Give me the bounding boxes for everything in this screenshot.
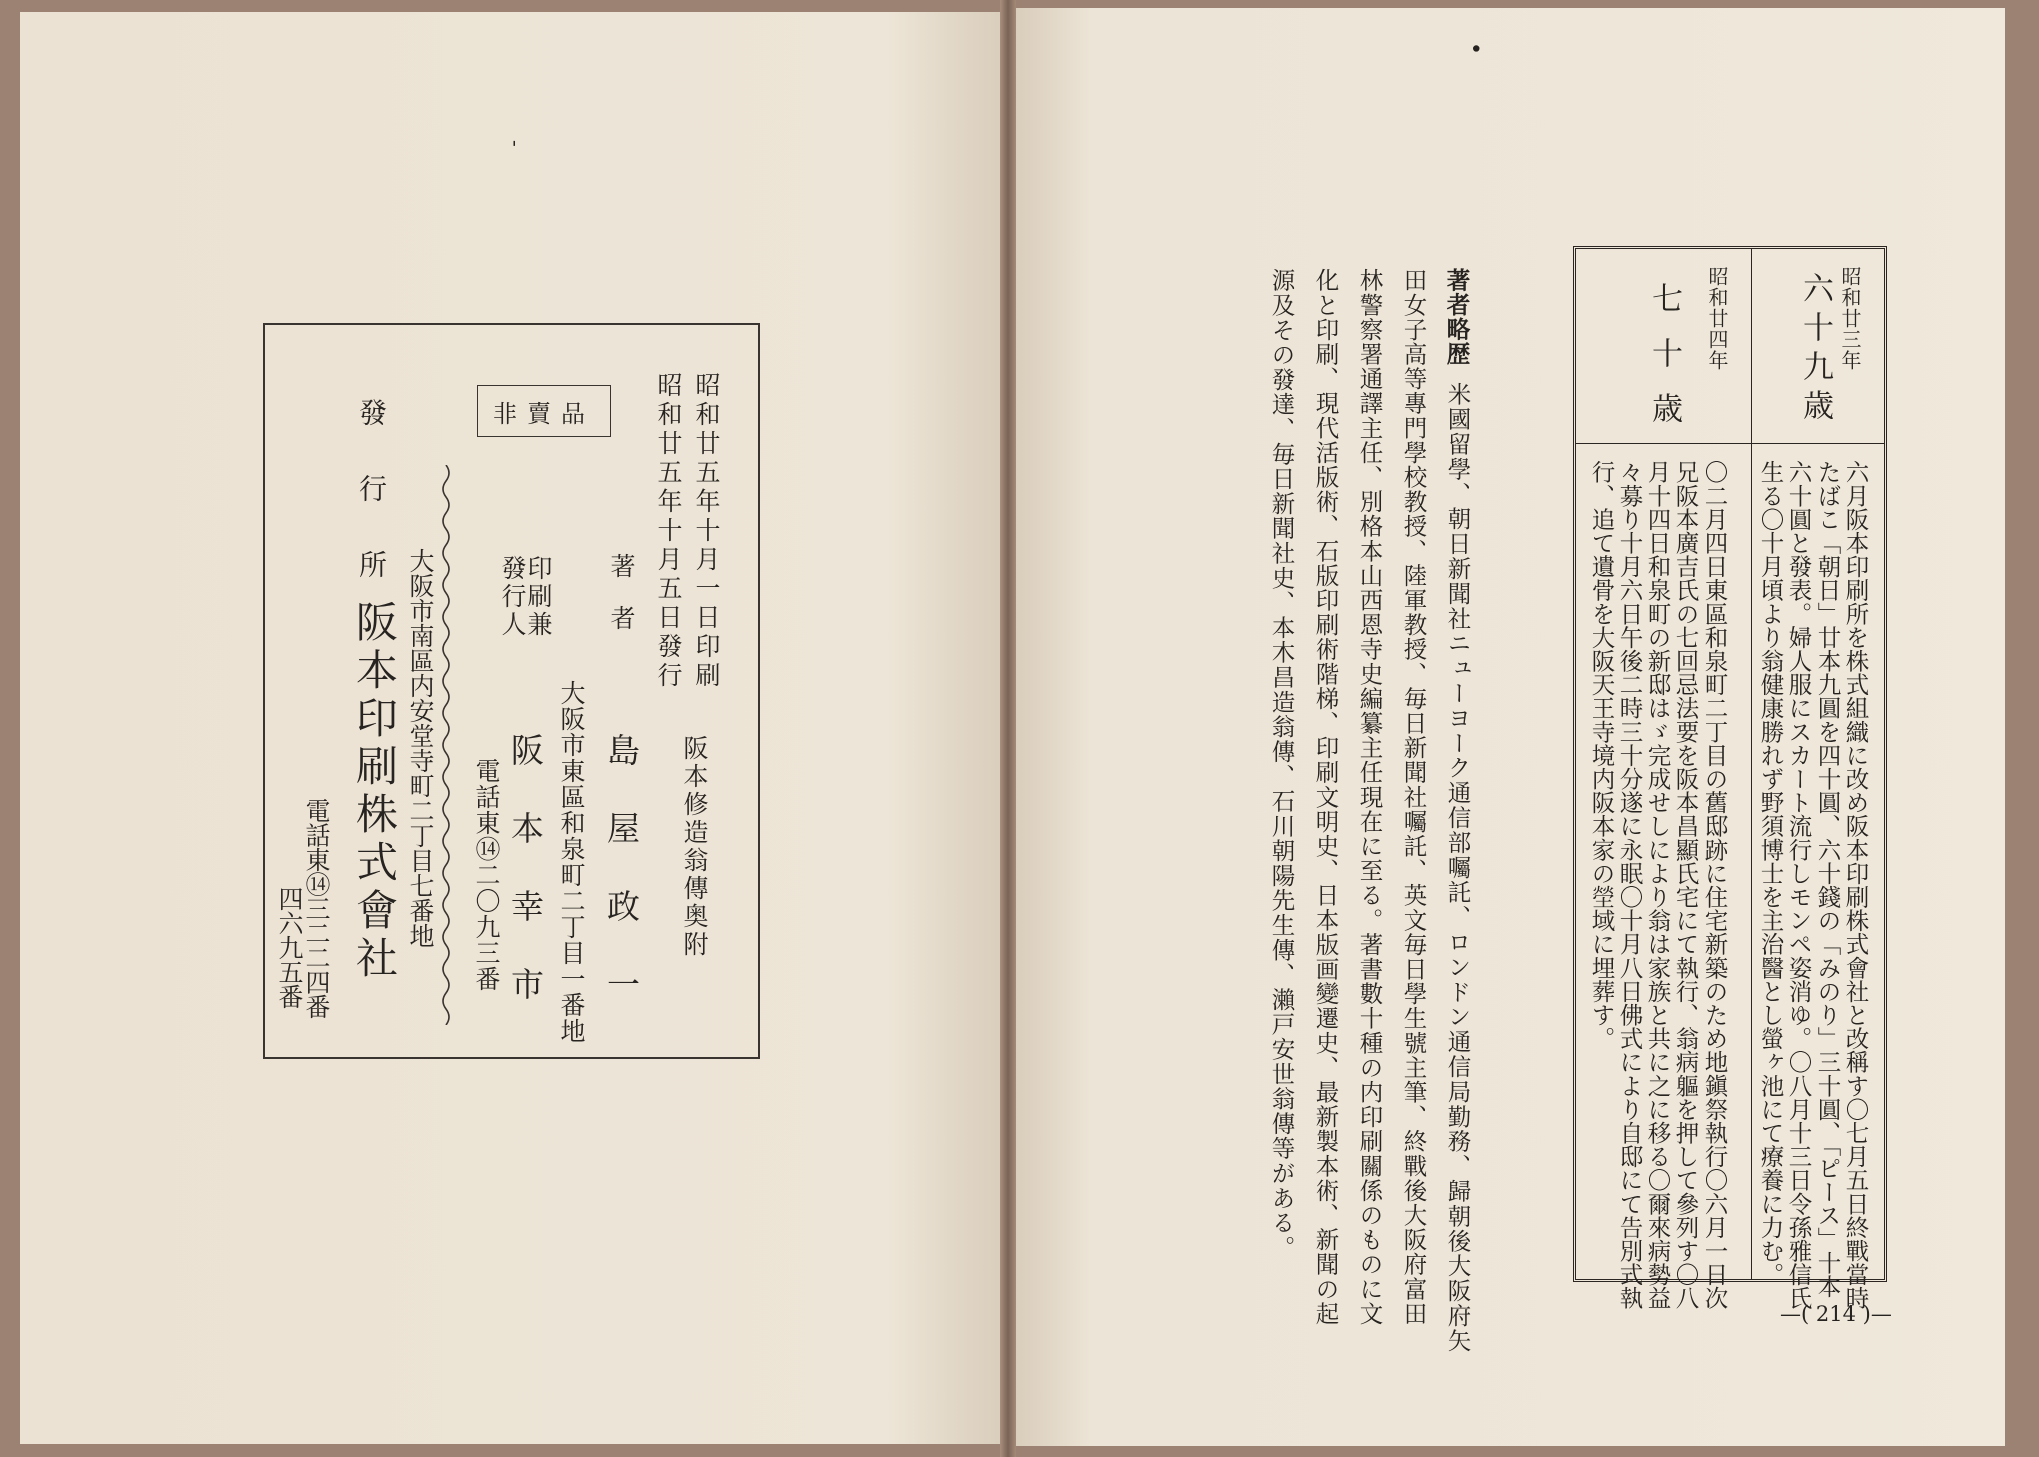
table-divider-horizontal (1576, 443, 1884, 444)
not-for-sale-stamp: 非賣品 (477, 385, 611, 437)
biography-line-1: 米國留學、朝日新聞社ニューヨーク通信部囑託、ロンドン通信局勤務、歸朝後大阪府矢 (1443, 382, 1472, 1354)
chron-1948-line-1: 六月阪本印刷所を株式組織に改め阪本印刷株式會社と改稱す〇七月五日終戰當時 (1841, 460, 1870, 1310)
age-70: 七十歳 (1646, 282, 1682, 447)
printer-phone: 電話東⑭二〇九三番 (472, 758, 501, 992)
age-69: 六十九歳 (1797, 272, 1833, 428)
chron-1948-line-4: 生る〇十月頃より翁健康勝れず野須博士を主治醫とし螢ヶ池にて療養に力む。 (1756, 460, 1785, 1286)
print-date: 昭和廿五年十月一日印刷 (692, 372, 721, 691)
book-gutter (1000, 0, 1016, 1457)
biography-line-5: 源及その發達、毎日新聞社史、本木昌造翁傳、石川朝陽先生傳、瀨戸安世翁傳等がある。 (1267, 268, 1296, 1260)
author-address: 大阪市東區和泉町二丁目一番地 (557, 680, 586, 1044)
header-mark: - (504, 140, 528, 147)
chron-1948-line-3: 六十圓と發表。婦人服にスカート流行しモンペ姿消ゆ。〇八月十三日令孫雅信氏 (1784, 460, 1813, 1310)
biography-heading: 著者略歴 (1442, 268, 1471, 366)
biography-line-4: 化と印刷、現代活版術、石版印刷術階梯、印刷文明史、日本版画變遷史、最新製本術、新聞の起 (1311, 268, 1340, 1326)
book-title: 阪本修造翁傳奥附 (680, 735, 709, 959)
author-name: 島 屋 政 一 (602, 733, 641, 1006)
publisher-label: 發 行 所 (355, 398, 388, 588)
publisher-name: 阪本印刷株式會社 (350, 600, 399, 984)
chron-1948-line-2: たばこ「朝日」廿本九圓を四十圓、六十錢の「みのり」三十圓、「ピース」十本 (1813, 460, 1842, 1298)
table-divider-vertical (1751, 249, 1752, 1279)
biography-line-2: 田女子高等專門學校教授、陸軍教授、毎日新聞社囑託、英文毎日學生號主筆、終戰後大阪府富田 (1399, 268, 1428, 1326)
chron-1949-line-2: 兄阪本廣吉氏の七回忌法要を阪本昌顯氏宅にて執行、翁病軀を押して參列す〇八 (1671, 460, 1700, 1310)
chron-1949-line-1: 〇二月四日東區和泉町二丁目の舊邸跡に住宅新築のため地鎭祭執行〇六月一日次 (1700, 460, 1729, 1310)
header-mark-right: • (1462, 42, 1487, 55)
wavy-divider (439, 465, 453, 1025)
era-1949: 昭和廿四年 (1705, 266, 1729, 371)
era-1948: 昭和廿三年 (1838, 266, 1862, 371)
biography-line-3: 林警察署通譯主任、別格本山西恩寺史編纂主任現在に至る。著書數十種の内印刷關係のものに文 (1355, 268, 1384, 1326)
issue-date: 昭和廿五年十月五日發行 (654, 372, 683, 691)
publisher-phone-2: 四六九五番 (275, 886, 304, 1009)
printer-name: 阪 本 幸 市 (506, 733, 545, 1006)
publisher-address: 大阪市南區内安堂寺町二丁目七番地 (406, 548, 435, 948)
author-label: 著 者 (607, 553, 636, 631)
printer-label-2: 發行人 (498, 555, 527, 639)
publisher-phone-1: 電話東⑭三二二四番 (302, 798, 331, 1019)
chron-1949-line-5: 行、追て遺骨を大阪天王寺境内阪本家の塋域に埋葬す。 (1587, 460, 1616, 1050)
chron-1949-line-3: 月十四日和泉町の新邸はゞ完成せしにより翁は家族と共に之に移る〇爾來病勢益 (1643, 460, 1672, 1310)
page-number: —( 214 )— (1780, 1302, 1892, 1326)
printer-label-1: 印刷兼 (524, 555, 553, 639)
chron-1949-line-4: 々募り十月六日午後二時三十分遂に永眠〇十月八日佛式により自邸にて告別式執 (1615, 460, 1644, 1310)
